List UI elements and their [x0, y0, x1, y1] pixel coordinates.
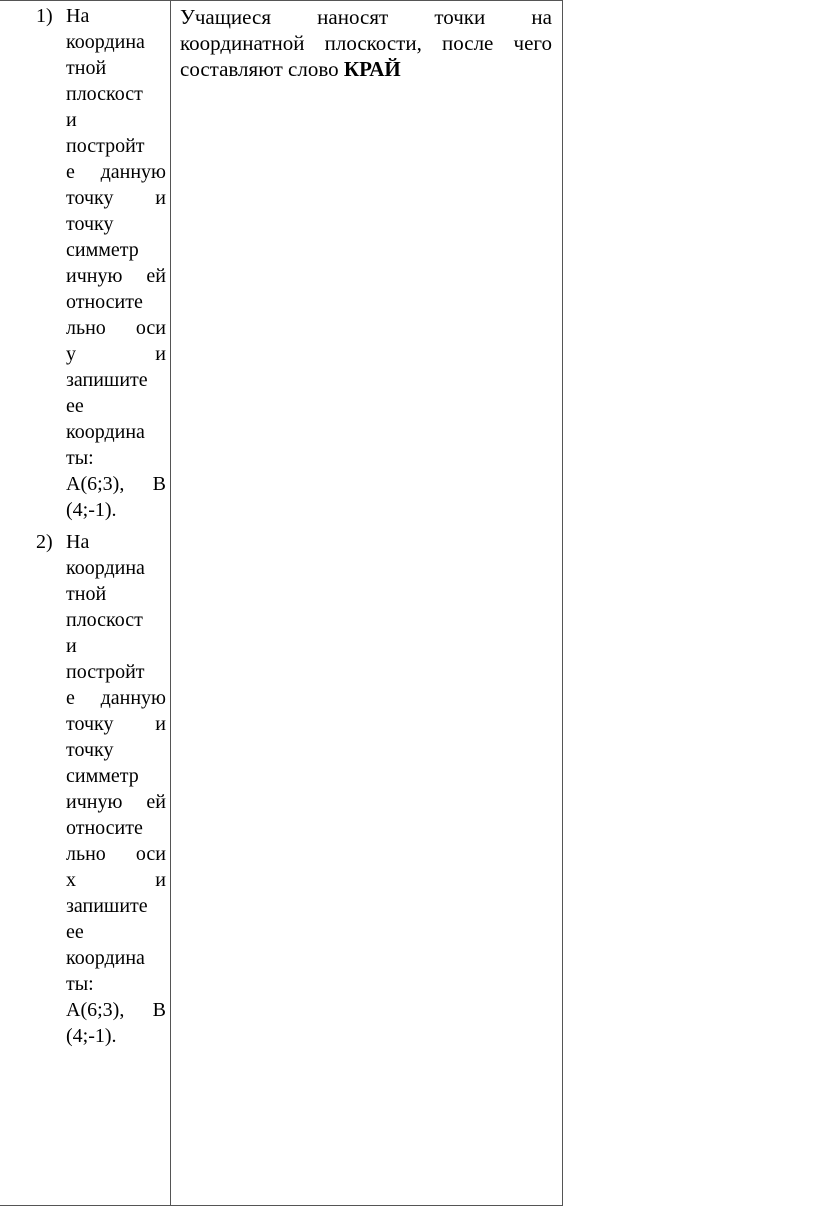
task-line: плоскост: [66, 83, 143, 105]
response-line: Учащиеся наносят точки на: [180, 5, 552, 29]
task-line: ее: [66, 921, 84, 943]
task-line: х и: [66, 869, 166, 891]
task-line: ичную ей: [66, 791, 166, 813]
response-line: координатной плоскости, после чего: [180, 31, 552, 55]
task-item-1: [0, 1, 170, 521]
response-line: [180, 56, 552, 82]
task-line: ты:: [66, 447, 94, 469]
task-line: постройт: [66, 135, 145, 157]
task-line: запишите: [66, 895, 148, 917]
task-line: ты:: [66, 973, 94, 995]
task-line: А(6;3), В: [66, 473, 166, 495]
task-line: (4;-1).: [66, 1025, 117, 1047]
task-line: плоскост: [66, 609, 143, 631]
task-line: и: [66, 635, 77, 657]
task-line: постройт: [66, 661, 145, 683]
task-line: (4;-1).: [66, 499, 117, 521]
task-line: А(6;3), В: [66, 999, 166, 1021]
task-line: е данную: [66, 687, 166, 709]
task-line: льно оси: [66, 317, 166, 339]
task-line: точку и: [66, 187, 166, 209]
task-number: 1): [36, 5, 53, 27]
task-line: ичную ей: [66, 265, 166, 287]
task-line: и: [66, 109, 77, 131]
task-line: тной: [66, 57, 107, 79]
response-cell: [180, 4, 552, 82]
task-line: На: [66, 531, 90, 553]
task-line: льно оси: [66, 843, 166, 865]
task-line: координа: [66, 31, 145, 53]
task-line: относите: [66, 291, 143, 313]
response-text: составляют слово: [180, 57, 344, 81]
task-line: симметр: [66, 239, 139, 261]
task-line: ее: [66, 395, 84, 417]
task-line: координа: [66, 421, 145, 443]
task-line: координа: [66, 557, 145, 579]
column-divider: [170, 1, 171, 1205]
task-line: е данную: [66, 161, 166, 183]
task-item-2: [0, 527, 170, 1047]
task-line: точку: [66, 739, 114, 761]
task-line: относите: [66, 817, 143, 839]
task-line: точку и: [66, 713, 166, 735]
task-line: На: [66, 5, 90, 27]
answer-word: КРАЙ: [343, 57, 401, 81]
task-line: точку: [66, 213, 114, 235]
task-line: симметр: [66, 765, 139, 787]
task-number: 2): [36, 531, 53, 553]
task-line: тной: [66, 583, 107, 605]
task-line: запишите: [66, 369, 148, 391]
task-line: у и: [66, 343, 166, 365]
task-line: координа: [66, 947, 145, 969]
